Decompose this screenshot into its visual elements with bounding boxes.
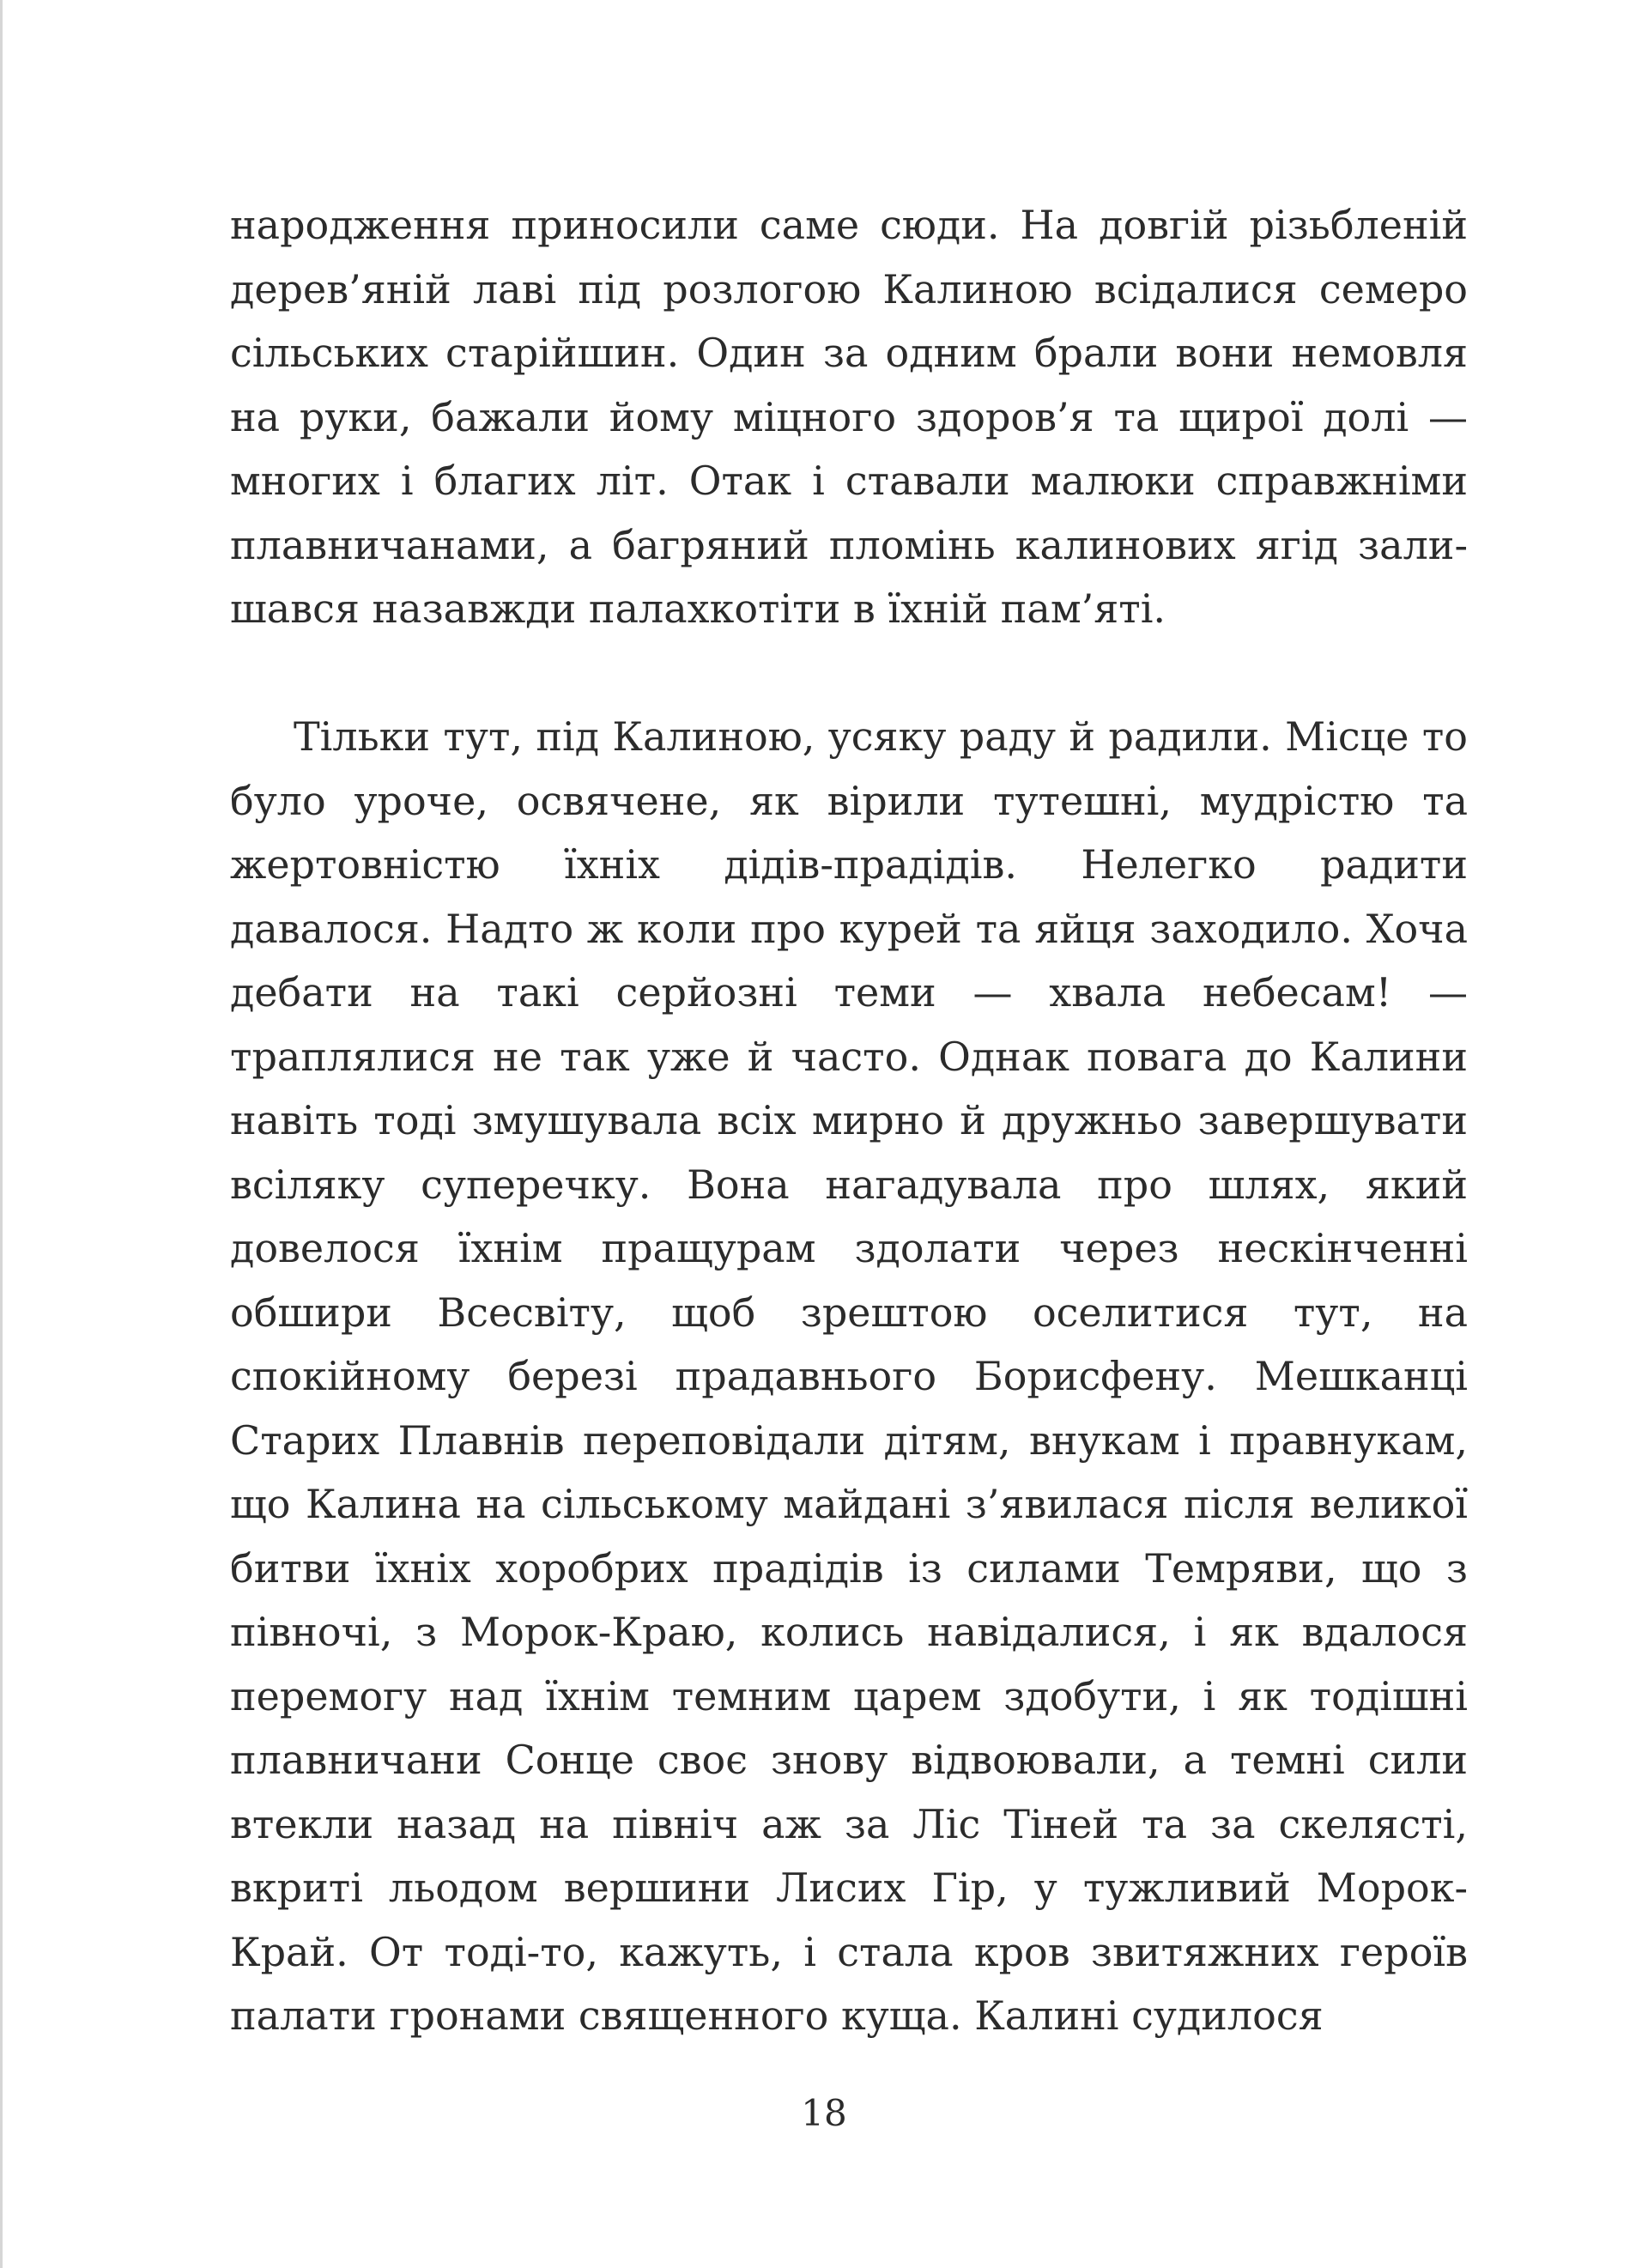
page-number: 18	[801, 2092, 847, 2134]
page-edge	[0, 0, 3, 2268]
paragraph-2: Тільки тут, під Калиною, усяку раду й радили. Місце то було уроче, освячене, як вірили тутешні, мудрістю та жертовністю їхніх дідів-прадідів. Нелегко радити давалося. Надто ж коли про курей та яйця заходило. Хоча дебати на такі серйозні теми — хвала небесам! — траплялися не так уже й часто. Однак повага до Калини навіть тоді змушувала всіх мирно й дружньо завершувати всіляку суперечку. Вона нагадувала про шлях, який довелося їхнім пращурам здолати через нескінченні обшири Всесвіту, щоб зрештою оселитися тут, на спокійному березі прадавнього Борисфену. Мешканці Старих Плавнів переповідали дітям, внукам і правнукам, що Калина на сільському майдані з’явилася після великої битви їхніх хоробрих прадідів із силами Темряви, що з півночі, з Морок-Краю, колись навідалися, і як вдалося перемогу над їхнім темним царем здобути, і як тодішні плавничани Сонце своє знову відвоювали, а темні сили втекли назад на північ аж за Ліс Тіней та за скелясті, вкриті льодом вершини Лисих Гір, у тужливий Морок-Край. От тоді-то, кажуть, і стала кров звитяжних героїв палати гронами священного куща. Калині судилося	[230, 713, 1468, 2039]
paragraph-1: народження приносили саме сюди. На довгій різьбленій дерев’яній лаві під розлогою Калиною всідалися семеро сільських старійшин. Один за одним брали вони немовля на руки, бажали йому міцного здоров’я та щирої долі — многих і благих літ. Отак і ставали малюки справжніми плавничанами, а багряний пломінь калинових ягід залишався назавжди палахкотіти в їхній пам’яті.	[230, 202, 1468, 632]
